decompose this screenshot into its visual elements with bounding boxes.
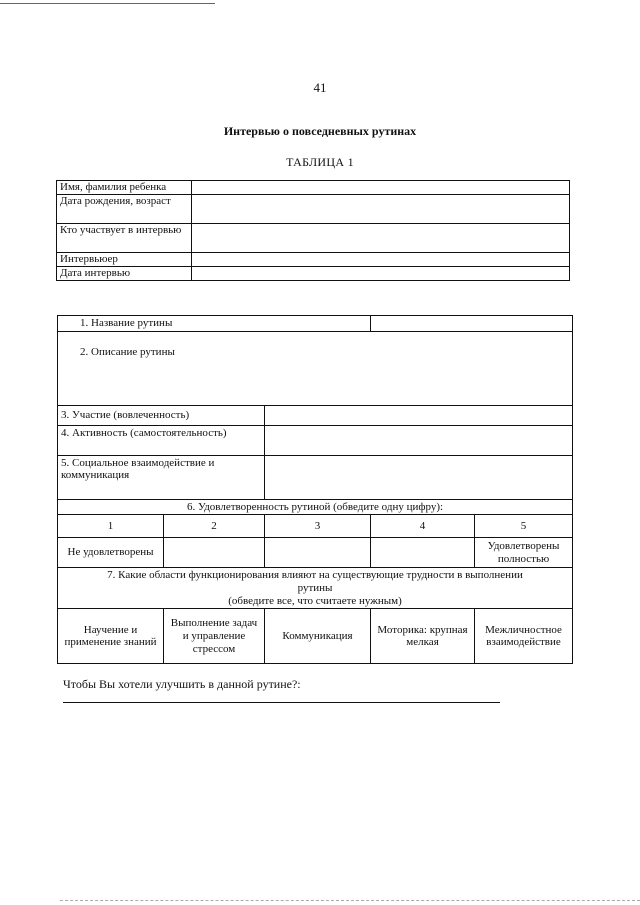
social-interaction-field[interactable] xyxy=(265,455,573,499)
routine-description-label: 2. Описание рутины xyxy=(80,345,175,358)
table-row xyxy=(58,568,573,609)
document-title: Интервью о повседневных рутинах xyxy=(223,124,417,138)
participation-field[interactable] xyxy=(265,405,573,425)
area-interpersonal[interactable]: Межличностное взаимодействие xyxy=(475,609,573,664)
area-communication[interactable]: Коммуникация xyxy=(265,609,371,664)
areas-note: (обведите все, что считаете нужным) xyxy=(228,594,402,607)
child-name-label: Имя, фамилия ребенка xyxy=(57,181,192,195)
table-row xyxy=(58,515,573,538)
satisfaction-option-1[interactable]: 1 xyxy=(58,515,164,538)
routine-name-field[interactable] xyxy=(371,316,573,332)
interview-date-field[interactable] xyxy=(192,267,570,281)
table-row xyxy=(57,253,570,267)
satisfaction-option-2[interactable]: 2 xyxy=(164,515,265,538)
birth-date-label: Дата рождения, возраст xyxy=(57,195,192,224)
satisfaction-cell xyxy=(371,538,475,568)
table-row xyxy=(57,267,570,281)
table-row xyxy=(58,405,573,425)
table-row xyxy=(58,609,573,664)
routine-name-label: 1. Название рутины xyxy=(58,316,371,332)
satisfaction-option-4[interactable]: 4 xyxy=(371,515,475,538)
social-interaction-label: 5. Социальное взаимодействие и коммуникация xyxy=(58,455,265,499)
routine-table xyxy=(57,315,573,664)
child-name-field[interactable] xyxy=(192,181,570,195)
satisfaction-cell xyxy=(265,538,371,568)
area-motor[interactable]: Моторика: крупная мелкая xyxy=(371,609,475,664)
participation-label: 3. Участие (вовлеченность) xyxy=(58,405,265,425)
interview-date-label: Дата интервью xyxy=(57,267,192,281)
satisfaction-option-3[interactable]: 3 xyxy=(265,515,371,538)
table-row xyxy=(57,181,570,195)
improvement-question: Чтобы Вы хотели улучшить в данной рутине?: xyxy=(63,677,301,691)
area-tasks-stress[interactable]: Выполнение задач и управление стрессом xyxy=(164,609,265,664)
satisfaction-header: 6. Удовлетворенность рутиной (обведите одну цифру): xyxy=(58,499,573,515)
table-row xyxy=(58,538,573,568)
table-label: ТАБЛИЦА 1 xyxy=(286,155,354,169)
participants-label: Кто участвует в интервью xyxy=(57,224,192,253)
routine-description-field[interactable] xyxy=(58,331,573,405)
interviewer-label: Интервьюер xyxy=(57,253,192,267)
table-row xyxy=(57,195,570,224)
participants-field[interactable] xyxy=(192,224,570,253)
interviewer-field[interactable] xyxy=(192,253,570,267)
table-row xyxy=(58,316,573,332)
area-learning[interactable]: Научение и применение знаний xyxy=(58,609,164,664)
satisfaction-high-label: Удовлетворены полностью xyxy=(475,538,573,568)
table-row xyxy=(57,224,570,253)
areas-header-text: 7. Какие области функционирования влияют на существующие трудности в выполнении рутины xyxy=(107,569,523,594)
child-info-table xyxy=(56,180,570,281)
scan-artifact-line xyxy=(60,900,640,901)
table-row xyxy=(58,425,573,455)
table-row xyxy=(58,455,573,499)
activity-label: 4. Активность (самостоятельность) xyxy=(58,425,265,455)
birth-date-field[interactable] xyxy=(192,195,570,224)
table-row xyxy=(58,499,573,515)
satisfaction-cell xyxy=(164,538,265,568)
areas-header xyxy=(58,568,573,609)
page-number: 41 xyxy=(313,80,327,95)
satisfaction-option-5[interactable]: 5 xyxy=(475,515,573,538)
answer-line[interactable] xyxy=(63,702,500,703)
satisfaction-low-label: Не удовлетворены xyxy=(58,538,164,568)
scan-artifact-line xyxy=(0,3,215,4)
table-row xyxy=(58,331,573,405)
activity-field[interactable] xyxy=(265,425,573,455)
